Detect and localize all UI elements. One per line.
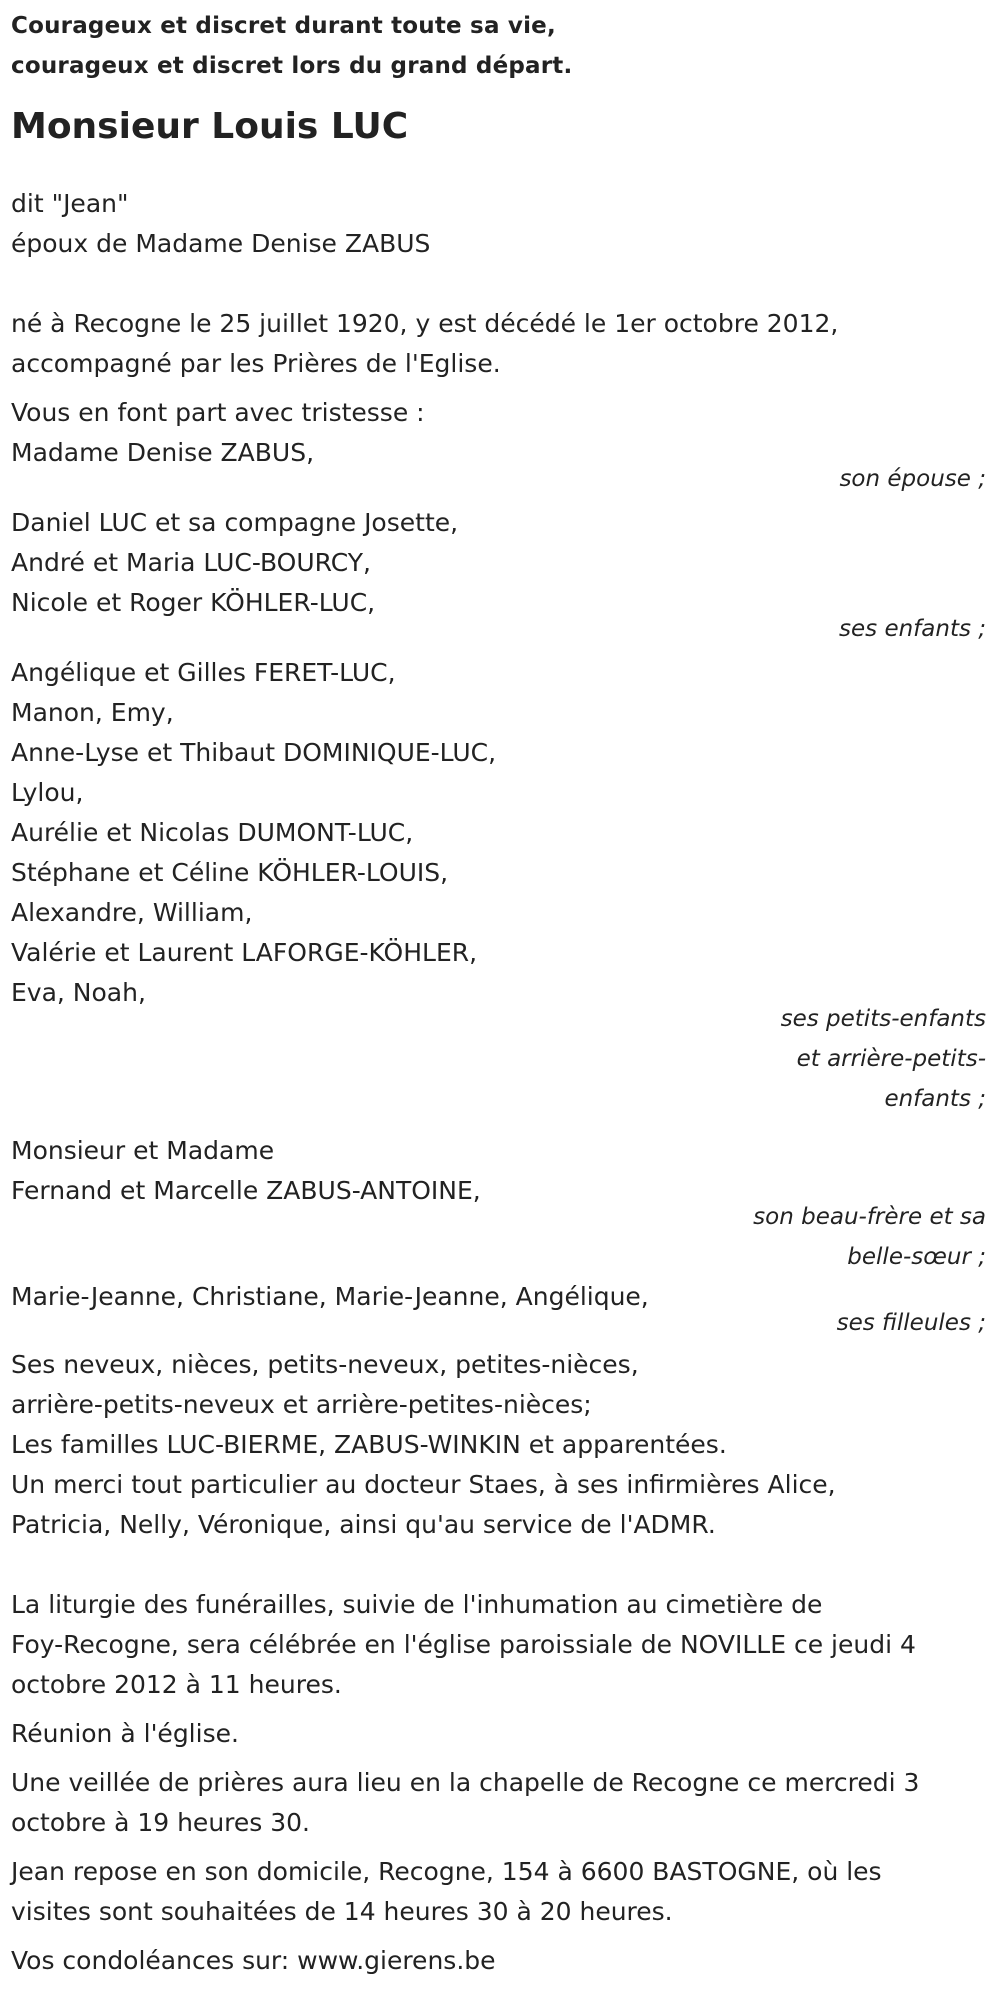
- funeral-line: Foy-Recogne, sera célébrée en l'église paroissiale de NOVILLE ce jeudi 4: [11, 1630, 916, 1659]
- spouse-name: Madame Denise ZABUS,: [11, 438, 315, 467]
- grandchild-name: Aurélie et Nicolas DUMONT-LUC,: [11, 818, 414, 847]
- family-line: Les familles LUC-BIERME, ZABUS-WINKIN et apparentées.: [11, 1430, 727, 1459]
- deceased-name: Monsieur Louis LUC: [11, 106, 409, 147]
- obituary-document: [11, 0, 992, 1981]
- reunion-line: Réunion à l'église.: [11, 1719, 239, 1748]
- family-line: arrière-petits-neveux et arrière-petites-nièces;: [11, 1390, 592, 1419]
- child-name: André et Maria LUC-BOURCY,: [11, 548, 371, 577]
- spouse-line: époux de Madame Denise ZABUS: [11, 229, 431, 258]
- grandchild-name: Angélique et Gilles FERET-LUC,: [11, 658, 396, 687]
- child-name: Daniel LUC et sa compagne Josette,: [11, 508, 459, 537]
- grandchild-name: Alexandre, William,: [11, 898, 253, 927]
- intro-line: Vous en font part avec tristesse :: [11, 398, 425, 427]
- rest-line: visites sont souhaitées de 14 heures 30 à 20 heures.: [11, 1897, 673, 1926]
- birth-death-line: né à Recogne le 25 juillet 1920, y est décédé le 1er octobre 2012,: [11, 309, 839, 338]
- godchildren-relation: ses filleules ;: [836, 1310, 986, 1336]
- family-line: Un merci tout particulier au docteur Staes, à ses infirmières Alice,: [11, 1470, 836, 1499]
- condolences-line: Vos condoléances sur: www.gierens.be: [11, 1946, 496, 1975]
- child-name: Nicole et Roger KÖHLER-LUC,: [11, 588, 376, 617]
- vigil-line: Une veillée de prières aura lieu en la chapelle de Recogne ce mercredi 3: [11, 1768, 920, 1797]
- spouse-relation: son épouse ;: [839, 466, 986, 492]
- grandchild-name: Valérie et Laurent LAFORGE-KÖHLER,: [11, 938, 478, 967]
- grandchild-name: Stéphane et Céline KÖHLER-LOUIS,: [11, 858, 449, 887]
- grandchildren-relation: ses petits-enfants: [780, 1006, 986, 1032]
- grandchild-name: Anne-Lyse et Thibaut DOMINIQUE-LUC,: [11, 738, 497, 767]
- grandchild-name: Lylou,: [11, 778, 84, 807]
- funeral-line: octobre 2012 à 11 heures.: [11, 1670, 342, 1699]
- grandchild-name: Manon, Emy,: [11, 698, 174, 727]
- funeral-line: La liturgie des funérailles, suivie de l'inhumation au cimetière de: [11, 1590, 823, 1619]
- grandchild-name: Eva, Noah,: [11, 978, 146, 1007]
- godchild-names: Marie-Jeanne, Christiane, Marie-Jeanne, Angélique,: [11, 1282, 649, 1311]
- motto-line: courageux et discret lors du grand départ.: [11, 53, 573, 79]
- motto: [11, 6, 992, 86]
- alias-line: dit "Jean": [11, 189, 129, 218]
- grandchildren-relation: enfants ;: [884, 1086, 986, 1112]
- motto-line: Courageux et discret durant toute sa vie,: [11, 13, 556, 39]
- inlaw-name: Fernand et Marcelle ZABUS-ANTOINE,: [11, 1176, 481, 1205]
- children-relation: ses enfants ;: [839, 616, 986, 642]
- rest-line: Jean repose en son domicile, Recogne, 154 à 6600 BASTOGNE, où les: [11, 1857, 882, 1886]
- grandchildren-relation: et arrière-petits-: [796, 1046, 986, 1072]
- family-line: Patricia, Nelly, Véronique, ainsi qu'au service de l'ADMR.: [11, 1510, 716, 1539]
- birth-death-line: accompagné par les Prières de l'Eglise.: [11, 349, 501, 378]
- inlaws-relation: belle-sœur ;: [847, 1244, 986, 1270]
- vigil-line: octobre à 19 heures 30.: [11, 1808, 310, 1837]
- inlaws-relation: son beau-frère et sa: [753, 1204, 986, 1230]
- inlaw-name: Monsieur et Madame: [11, 1136, 275, 1165]
- family-line: Ses neveux, nièces, petits-neveux, petites-nièces,: [11, 1350, 639, 1379]
